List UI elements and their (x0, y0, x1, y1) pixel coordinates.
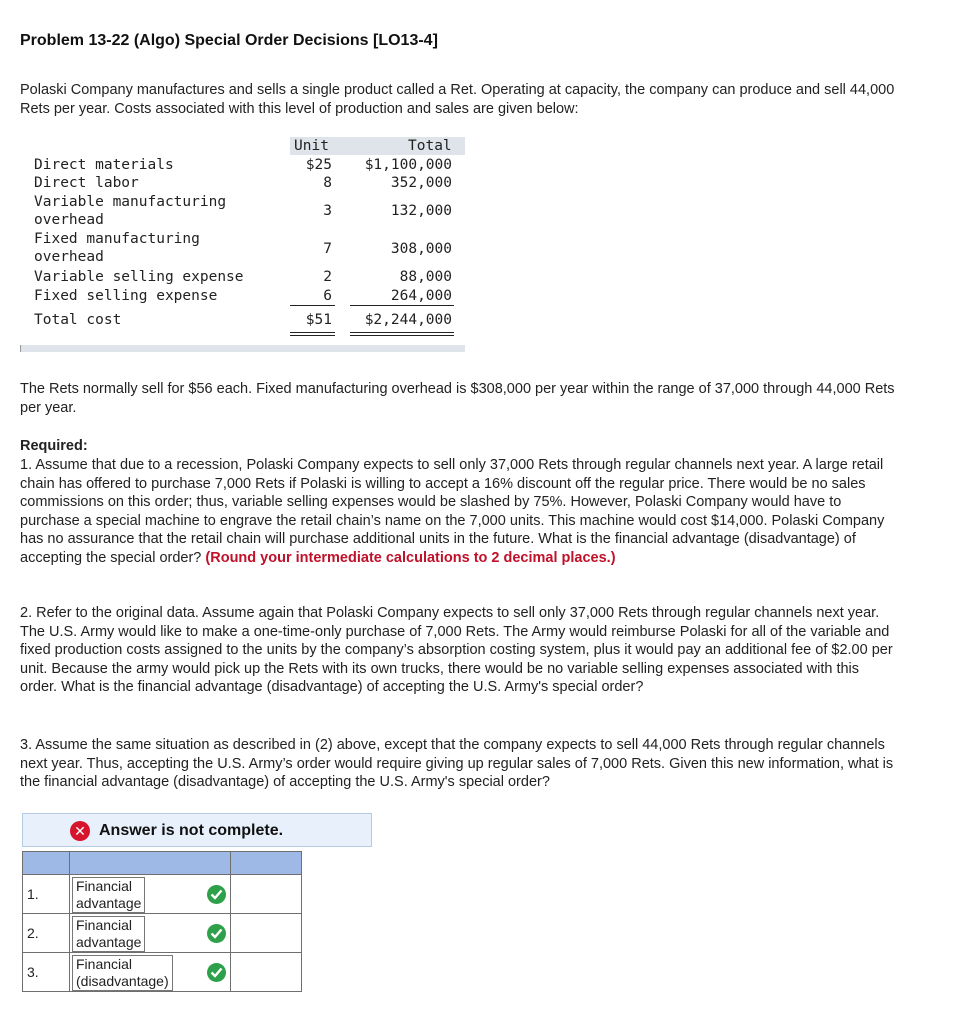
answer-table (22, 851, 302, 992)
answer-label-cell (70, 914, 231, 953)
cost-label: Total cost (34, 312, 122, 328)
subtotal-rule (350, 305, 454, 306)
answer-value-input[interactable] (231, 875, 302, 914)
check-icon (207, 885, 226, 904)
label-line: Financial (76, 917, 133, 933)
cost-label: overhead (34, 249, 104, 265)
answer-row (23, 875, 302, 914)
label-dropdown[interactable] (72, 877, 145, 913)
cost-label: Direct labor (34, 175, 139, 191)
check-icon (207, 963, 226, 982)
row-number: 1. (23, 875, 70, 914)
total-double-rule (350, 335, 454, 336)
requirement-2: 2. Refer to the original data. Assume again that Polaski Company expects to sell only 37,000 Rets through regular channels next year. The U.S. Army would like to make a one-time-only purchase of 7,000 Rets. The Army would reimburse Polaski for all of the variable and fixed production costs assigned to the units by the company’s absorption costing system, plus it would pay an additional fee of $2.00 per unit. Because the army would pick up the Rets with its own trucks, there would be no variable selling expenses associated with this order. What is the financial advantage (disadvantage) of accepting the U.S. Army's special order? (20, 605, 893, 695)
header-cell (70, 852, 231, 875)
check-icon (207, 924, 226, 943)
label-dropdown[interactable] (72, 955, 173, 991)
cost-total: 352,000 (390, 175, 452, 191)
cost-total: 88,000 (399, 269, 452, 285)
error-x-icon: ✕ (70, 821, 90, 841)
answer-status-banner (22, 813, 372, 847)
cost-label: overhead (34, 212, 104, 228)
cost-label: Direct materials (34, 157, 174, 173)
cost-total: 308,000 (390, 241, 452, 257)
cost-total: $1,100,000 (364, 157, 452, 173)
label-line: Financial (76, 956, 133, 972)
req1-text: 1. Assume that due to a recession, Polaski Company expects to sell only 37,000 Rets through regular channels next year. A large retail chain has offered to purchase 7,000 Rets if Polaski is willing to accept a 16% discount off the regular price. There would be no sales commissions on this order; thus, variable selling expenses would be slashed by 75%. However, Polaski Company would have to purchase a special machine to engrave the retail chain’s name on the 7,000 units. This machine would cost $14,000. Polaski Company has no assurance that the retail chain will purchase additional units in the future. What is the financial advantage (disadvantage) of accepting the special order? (20, 457, 885, 566)
answer-value-input[interactable] (231, 914, 302, 953)
total-double-rule (290, 335, 335, 336)
normal-price-paragraph: The Rets normally sell for $56 each. Fixed manufacturing overhead is $308,000 per year within the range of 37,000 through 44,000 Rets per year. (20, 381, 895, 416)
cost-label: Fixed selling expense (34, 288, 218, 304)
cost-unit: 3 (323, 203, 332, 219)
required-heading: Required: (20, 438, 88, 454)
answer-label-cell (70, 953, 231, 992)
subtotal-rule (290, 305, 335, 306)
label-dropdown[interactable] (72, 916, 145, 952)
header-cell (23, 852, 70, 875)
cost-label: Variable manufacturing (34, 194, 227, 210)
cost-label: Fixed manufacturing (34, 231, 200, 247)
requirement-3: 3. Assume the same situation as described in (2) above, except that the company expects to sell 44,000 Rets through regular channels next year. Thus, accepting the U.S. Army’s order would require giving up regular sales of 7,000 Rets. Given this new information, what is the financial advantage (disadvantage) of accepting the U.S. Army's special order? (20, 737, 894, 790)
cost-unit: 6 (323, 288, 332, 304)
cost-unit: 8 (323, 175, 332, 191)
answer-row (23, 953, 302, 992)
cost-total: $2,244,000 (364, 312, 452, 328)
header-unit: Unit (294, 138, 329, 154)
total-double-rule (350, 332, 454, 333)
header-total: Total (408, 138, 452, 154)
label-line: advantage (76, 895, 142, 911)
table-scrollbar[interactable] (20, 345, 465, 352)
label-line: (disadvantage) (76, 973, 169, 989)
answer-value-input[interactable] (231, 953, 302, 992)
answer-status-text: Answer is not complete. (99, 822, 284, 839)
cost-unit: 2 (323, 269, 332, 285)
total-double-rule (290, 332, 335, 333)
label-line: Financial (76, 878, 133, 894)
header-cell (231, 852, 302, 875)
requirement-1 (20, 456, 900, 567)
answer-label-cell (70, 875, 231, 914)
cost-unit: $51 (305, 312, 332, 328)
cost-label: Variable selling expense (34, 269, 244, 285)
answer-row (23, 914, 302, 953)
label-line: advantage (76, 934, 142, 950)
problem-title: Problem 13-22 (Algo) Special Order Decisions [LO13-4] (20, 32, 438, 49)
answer-table-header (23, 852, 302, 875)
row-number: 2. (23, 914, 70, 953)
cost-unit: $25 (305, 157, 332, 173)
cost-total: 132,000 (390, 203, 452, 219)
cost-unit: 7 (323, 241, 332, 257)
intro-paragraph: Polaski Company manufactures and sells a single product called a Ret. Operating at capacity, the company can produce and sell 44,000 Rets per year. Costs associated with this level of production and sales are given below: (20, 82, 895, 117)
row-number: 3. (23, 953, 70, 992)
cost-total: 264,000 (390, 288, 452, 304)
req1-rounding-note: (Round your intermediate calculations to 2 decimal places.) (205, 549, 616, 566)
